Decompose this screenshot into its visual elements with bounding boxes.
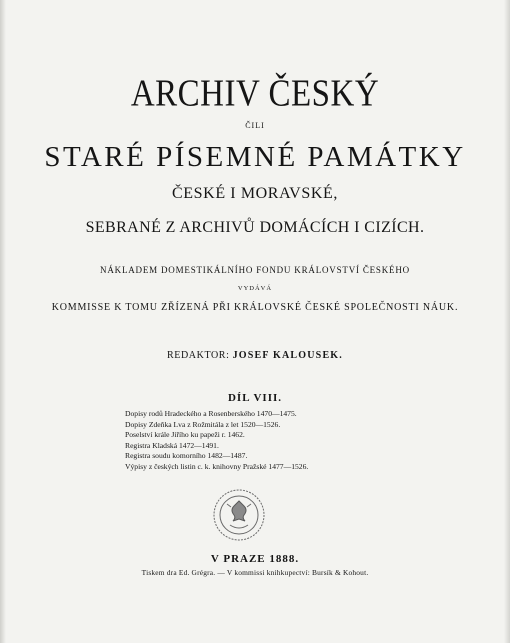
contents-item: Výpisy z českých listin c. k. knihovny Pražské 1477—1526. [125,461,309,471]
editor-line [0,350,510,361]
contents-item: Dopisy Zdeňka Lva z Rožmitála z let 1520—1526. [125,419,281,429]
contents-list [125,409,425,473]
volume-number: DÍL VIII. [227,392,283,404]
imprint-place-year: V PRAZE 1888. [210,553,300,565]
subtitle-line-sebrane: SEBRANÉ Z ARCHIVŮ DOMÁCÍCH I CIZÍCH. [85,219,425,236]
editor-name: JOSEF KALOUSEK. [232,350,343,361]
subtitle-line-ceske: ČESKÉ I MORAVSKÉ, [172,185,338,202]
publisher-vydava: VYDÁVÁ [237,285,273,292]
editor-label: REDAKTOR: [167,350,230,361]
contents-item: Registra soudu komorního 1482—1487. [125,451,248,461]
title-connector: ČILI [245,121,265,130]
printer-line: Tiskem dra Ed. Grégra. — V kommissi knihkupectví: Bursík & Kohout. [141,568,369,577]
publisher-funding-line: NÁKLADEM DOMESTIKÁLNÍHO FONDU KRÁLOVSTVÍ ČESKÉHO [100,265,410,275]
library-stamp-icon [206,487,272,543]
book-title: ARCHIV ČESKÝ [130,73,380,115]
contents-item: Dopisy rodů Hradeckého a Rosenberského 1470—1475. [125,409,297,418]
publisher-commission: KOMMISSE K TOMU ZŘÍZENÁ PŘI KRÁLOVSKÉ ČESKÉ SPOLEČNOSTI NÁUK. [51,302,459,313]
contents-item: Registra Kladská 1472—1491. [125,440,219,450]
contents-item: Poselství krále Jiřího ku papeži r. 1462. [125,430,245,440]
book-subtitle: STARÉ PÍSEMNÉ PAMÁTKY [44,141,466,173]
